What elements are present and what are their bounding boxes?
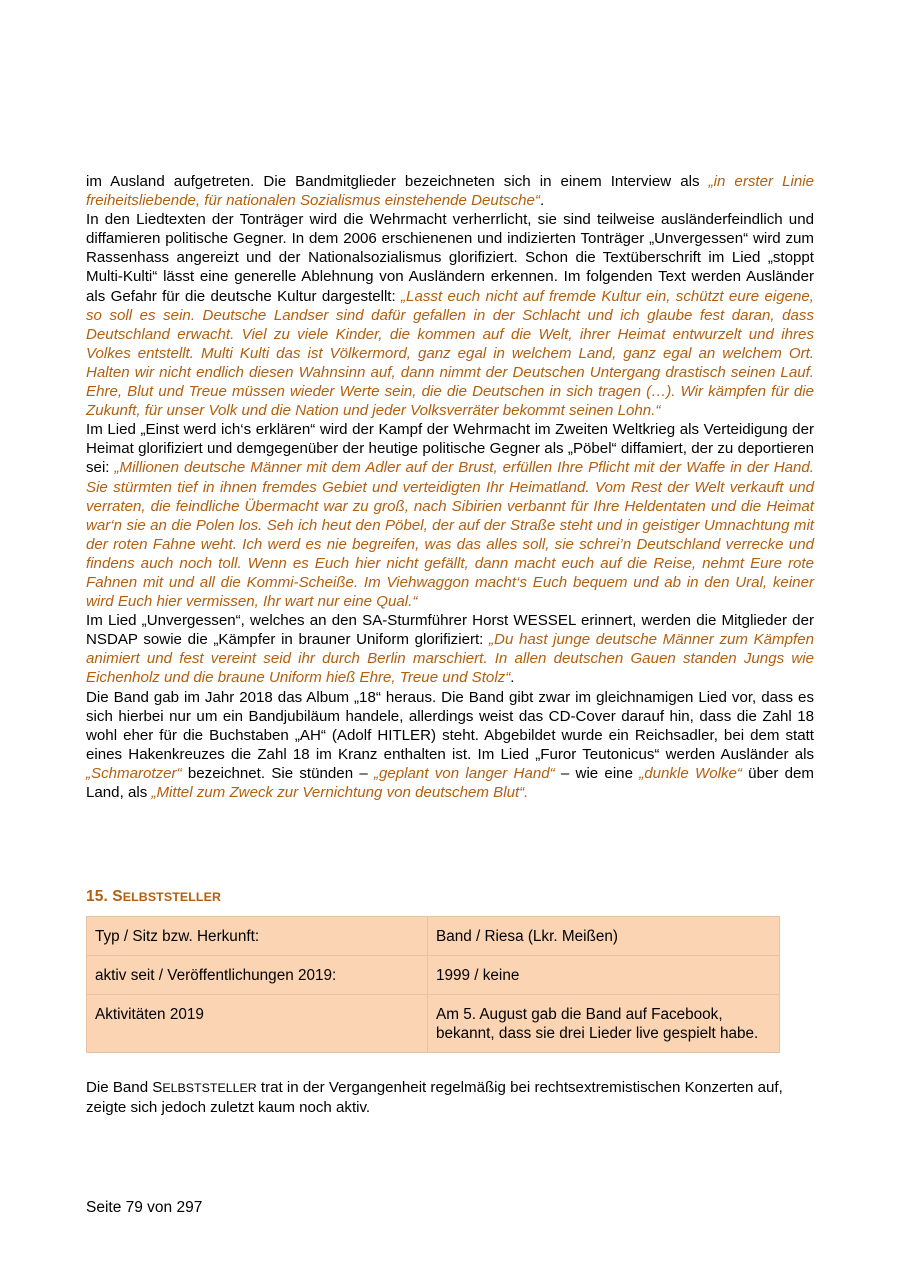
paragraph: [86, 611, 814, 687]
page-number: Seite 79 von 297: [86, 1199, 203, 1216]
section-title-rest: ELBSTSTELLER: [122, 890, 221, 904]
outro-paragraph: [86, 1078, 814, 1117]
section-number: 15.: [86, 888, 108, 905]
paragraph: [86, 172, 814, 210]
table-row: [87, 995, 780, 1053]
table-row: [87, 956, 780, 995]
table-value: Am 5. August gab die Band auf Facebook, bekannt, dass sie drei Lieder live gespielt habe.: [428, 995, 780, 1053]
body-text-segment: – wie eine: [554, 764, 640, 782]
quote-text: „Mittel zum Zweck zur Vernichtung von deutschem Blut“.: [151, 784, 529, 801]
quote-text: „dunkle Wolke“: [639, 764, 742, 782]
band-info-table: [86, 916, 780, 1053]
table-key: aktiv seit / Veröffentlichungen 2019:: [87, 956, 428, 995]
quote-text: „Millionen deutsche Männer mit dem Adler auf der Brust, erfüllen Ihre Pflicht mit der Waffe in der Hand. Sie stürmten tief in ihnen fremdes Gebiet und verteidigten Ihr Heimatland. Vom Rest der Welt verkauft und verraten, die feindliche Übermacht war zu groß, nach Sibirien verbannt für Ihre Heldentaten und die Heimat war‘n sie an die Polen los. Seh ich heut den Pöbel, der auf der Straße steht und in geistiger Umnachtung mit der roten Fahne weht. Ich werd es nie begreifen, was das alles soll, sie schrei’n Deutschland verrecke und findens auch noch toll. Wenn es Euch hier nicht gefällt, dann macht euch auf die Reise, nehmt Eure rote Fahnen mit und all die Kommi-Scheiße. Im Viehwaggon macht‘s Euch bequem und ab in den Ural, keiner wird Euch hier vermissen, Ihr wart nur eine Qual.“: [86, 459, 814, 611]
quote-text: „geplant von langer Hand“: [373, 764, 555, 782]
table-key: Aktivitäten 2019: [87, 995, 428, 1053]
band-name-initial: S: [152, 1079, 163, 1096]
table-value: 1999 / keine: [428, 956, 780, 995]
section-heading: [86, 888, 221, 906]
outro-prefix: Die Band: [86, 1079, 153, 1096]
body-text-segment: .: [539, 192, 545, 210]
band-name-rest: ELBSTSTELLER: [162, 1081, 257, 1095]
quote-text: „Lasst euch nicht auf fremde Kultur ein, schützt eure eigene, so soll es sein. Deutsche Landser sind dafür gefallen in der Schlacht und ich glaube fest daran, dass Deutschland erwacht. Viel zu viele Kinder, die kommen auf die Welt, ihrer Heimat entwurzelt und ihres Volkes entstellt. Multi Kulti das ist Völkermord, ganz egal in welchem Land, ganz egal an welchem Ort. Halten wir nicht endlich diesen Wahnsinn auf, dann nimmt der Deutschen Untergang drastisch seinen Lauf. Ehre, Blut und Treue müssen wieder Werte sein, die die Deutschen in sich tragen (…). Wir kämpfen für die Zukunft, für unser Volk und die Nation und jeder Volksverräter bekommt seinen Lohn.“: [86, 287, 814, 420]
body-text: [86, 172, 814, 802]
body-text-segment: .: [510, 669, 515, 687]
body-text-segment: Die Band gab im Jahr 2018 das Album „18“ heraus. Die Band gibt zwar im gleichnamigen Lied vor, dass es sich hierbei nur um ein Bandjubiläum handele, allerdings weist das CD-Cover darauf hin, dass die Zahl 18 wohl eher für die Buchstaben „AH“ (Adolf HITLER) steht. Abgebildet wurde ein Reichsadler, bei dem statt eines Hakenkreuzes die Zahl 18 im Kranz enthalten ist. Im Lied „Furor Teutonicus“ werden Ausländer als: [86, 688, 814, 763]
quote-text: „Schmarotzer“: [86, 764, 182, 782]
paragraph: [86, 688, 814, 803]
body-text-segment: im Ausland aufgetreten. Die Bandmitglieder bezeichneten sich in einem Interview als: [86, 173, 709, 190]
paragraph: [86, 420, 814, 611]
section-title-initial: S: [112, 888, 123, 905]
table-row: [87, 917, 780, 956]
body-text-segment: bezeichnet. Sie stünden –: [181, 764, 374, 782]
body-text-segment: In den Liedtexten der Tonträger wird die Wehrmacht verherrlicht, sie sind teilweise ausländerfeindlich und diffamieren politische Gegner. In dem 2006 erschienenen und indizierten Tonträger „Unvergessen“ wird zum Rassenhass angereizt und der Nationalsozialismus glorifiziert. Schon die Textüberschrift im Lied „stoppt Multi-Kulti“ lässt eine generelle Ablehnung von Ausländern erkennen. Im folgenden Text werden Ausländer als Gefahr für die deutsche Kultur dargestellt:: [86, 211, 814, 305]
body-text-segment: über dem Land, als: [86, 764, 814, 801]
quote-text: „in erster Linie freiheitsliebende, für nationalen Sozialismus einstehende Deutsche“: [86, 173, 814, 210]
table-key: Typ / Sitz bzw. Herkunft:: [87, 917, 428, 956]
body-text-segment: Im Lied „Einst werd ich‘s erklären“ wird der Kampf der Wehrmacht im Zweiten Weltkrieg als Verteidigung der Heimat glorifiziert und demgegenüber der heutige politische Gegner als „Pöbel“ diffamiert, der zu deportieren sei:: [86, 421, 814, 477]
paragraph: [86, 210, 814, 420]
body-text-segment: Im Lied „Unvergessen“, welches an den SA-Sturmführer Horst WESSEL erinnert, werden die Mitglieder der NSDAP sowie die „Kämpfer in brauner Uniform glorifiziert:: [86, 612, 814, 649]
outro-suffix: trat in der Vergangenheit regelmäßig bei rechtsextremistischen Konzerten auf, zeigte sich jedoch zuletzt kaum noch aktiv.: [86, 1079, 783, 1117]
quote-text: „Du hast junge deutsche Männer zum Kämpfen animiert und fest vereint seid ihr durch Berlin marschiert. In allen deutschen Gauen standen Jungs wie Eichenholz und die braune Uniform hieß Ehre, Treue und Stolz“: [86, 631, 815, 687]
table-value: Band / Riesa (Lkr. Meißen): [428, 917, 780, 956]
